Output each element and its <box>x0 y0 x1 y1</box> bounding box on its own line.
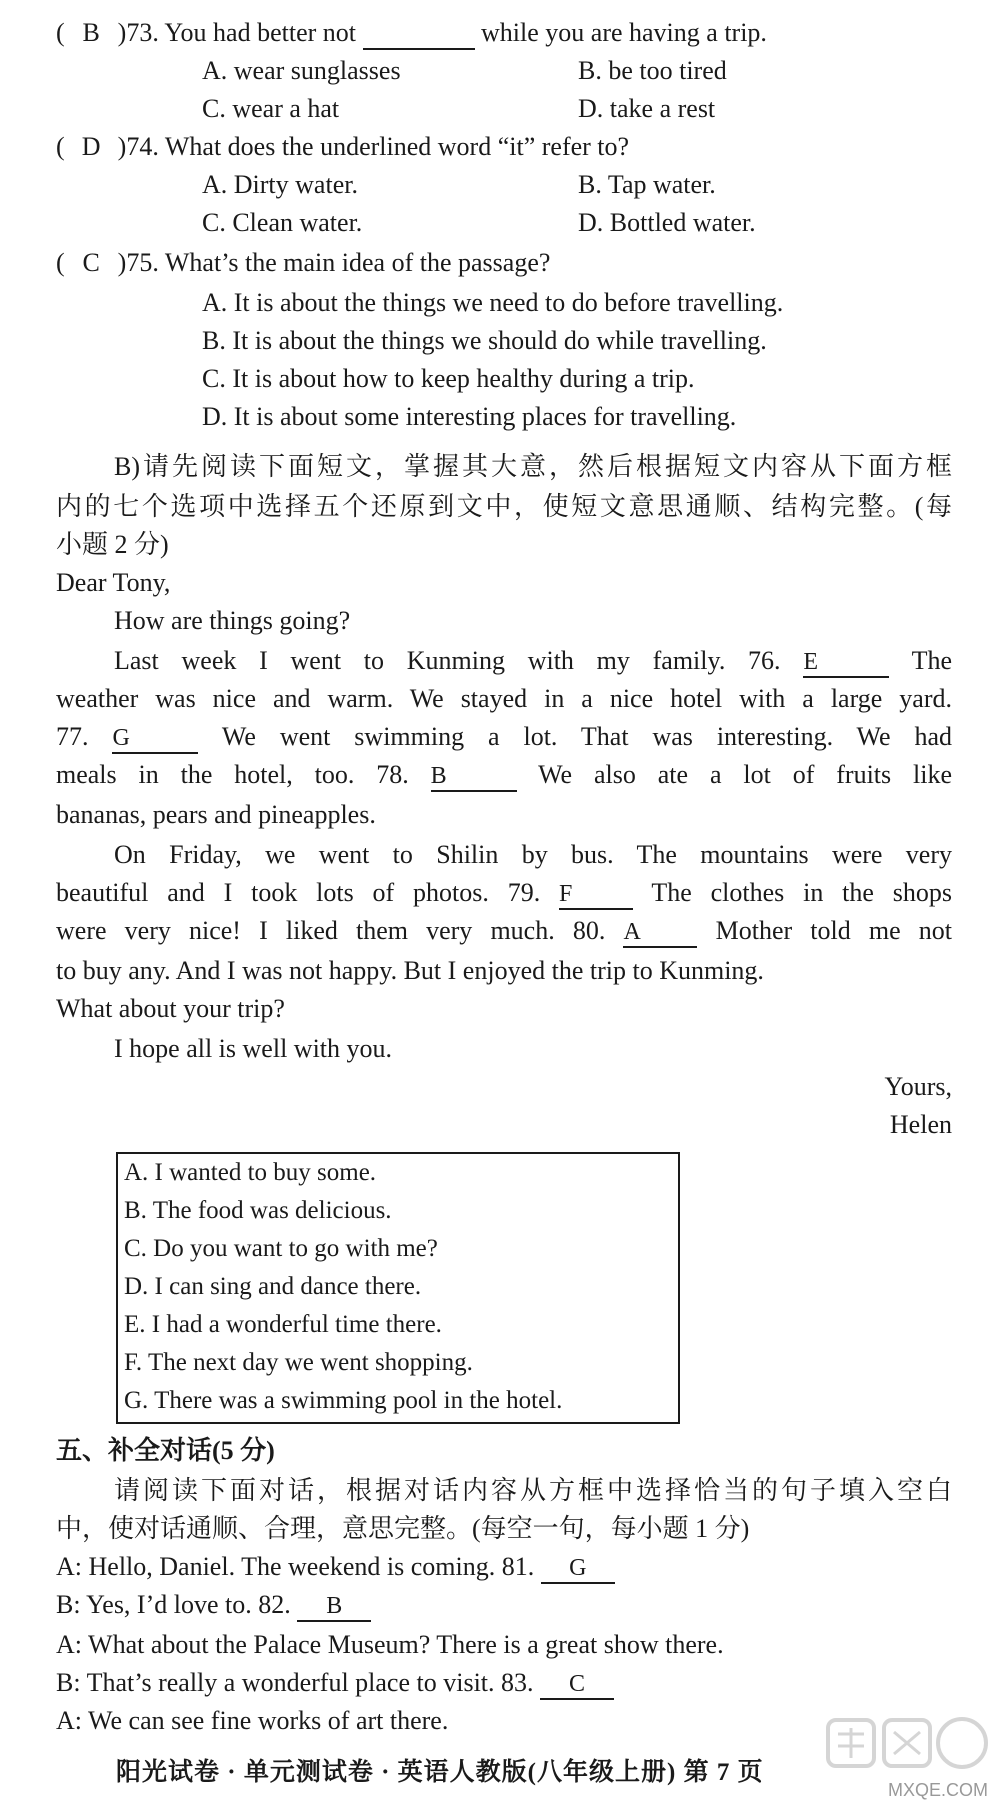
option-74-d: D. Bottled water. <box>578 208 756 237</box>
text-segment: 77. <box>56 722 89 751</box>
option-75-c: C. It is about how to keep healthy during a trip. <box>202 364 695 393</box>
option-75-b: B. It is about the things we should do while travelling. <box>202 326 767 355</box>
section-5-instruction-1: 请阅读下面对话，根据对话内容从方框中选择恰当的句子填入空白 <box>114 1476 952 1505</box>
answer-75: C <box>82 248 100 277</box>
letter-line: I hope all is well with you. <box>114 1034 393 1063</box>
section-5-instruction-2: 中，使对话通顺、合理，意思完整。(每空一句，每小题 1 分) <box>56 1514 750 1543</box>
box-option-b: B. The food was delicious. <box>124 1197 392 1224</box>
text-segment: A: Hello, Daniel. The weekend is coming. 81. <box>56 1552 535 1581</box>
box-option-g: G. There was a swimming pool in the hotel. <box>124 1387 563 1414</box>
blank-82: B <box>297 1592 371 1622</box>
paren-right: ) <box>117 18 127 47</box>
section-b-instruction-3: 小题 2 分) <box>56 530 169 559</box>
option-74-b: B. Tap water. <box>578 170 716 199</box>
box-option-e: E. I had a wonderful time there. <box>124 1311 442 1338</box>
box-option-c: C. Do you want to go with me? <box>124 1235 438 1262</box>
paren-left: ( <box>56 18 65 47</box>
question-73 <box>56 14 767 52</box>
blank-80: A <box>623 918 697 948</box>
blank-76: E <box>803 648 889 678</box>
letter-line: What about your trip? <box>56 994 285 1023</box>
text-segment: We also ate a lot of fruits like <box>538 760 953 789</box>
option-73-d: D. take a rest <box>578 94 716 123</box>
blank-81: G <box>541 1554 615 1584</box>
option-75-d: D. It is about some interesting places for travelling. <box>202 402 737 431</box>
paren-right: ) <box>117 248 127 277</box>
letter-line-79 <box>56 874 952 912</box>
letter-closing: Yours, <box>884 1072 952 1101</box>
text-segment: The <box>911 646 953 675</box>
page-footer: 阳光试卷 · 单元测试卷 · 英语人教版(八年级上册) 第 7 页 <box>116 1759 764 1786</box>
stem-73-pre: 73. You had better not <box>126 18 357 47</box>
letter-greeting: Dear Tony, <box>56 568 171 597</box>
letter-line: to buy any. And I was not happy. But I enjoyed the trip to Kunming. <box>56 956 764 985</box>
letter-line: bananas, pears and pineapples. <box>56 800 376 829</box>
text-segment: We went swimming a lot. That was interesting. We had <box>221 722 953 751</box>
stem-74: 74. What does the underlined word “it” refer to? <box>126 132 630 161</box>
dialogue-line-81 <box>56 1548 615 1586</box>
blank-79: F <box>559 880 633 910</box>
letter-line: On Friday, we went to Shilin by bus. The mountains were very <box>114 840 952 869</box>
letter-line-76 <box>114 642 952 680</box>
dialogue-line-82 <box>56 1586 371 1624</box>
option-74-a: A. Dirty water. <box>202 170 358 199</box>
blank-73 <box>363 20 475 50</box>
option-73-b: B. be too tired <box>578 56 727 85</box>
box-option-d: D. I can sing and dance there. <box>124 1273 422 1300</box>
option-75-a: A. It is about the things we need to do before travelling. <box>202 288 784 317</box>
blank-83: C <box>540 1670 614 1700</box>
options-box <box>116 1152 680 1424</box>
paren-right: ) <box>117 132 127 161</box>
option-74-c: C. Clean water. <box>202 208 363 237</box>
letter-line: How are things going? <box>114 606 351 635</box>
box-option-a: A. I wanted to buy some. <box>124 1159 377 1186</box>
stem-75: 75. What’s the main idea of the passage? <box>126 248 551 277</box>
paren-left: ( <box>56 132 65 161</box>
section-5-heading: 五、补全对话(5 分) <box>56 1436 275 1465</box>
text-segment: meals in the hotel, too. 78. <box>56 760 409 789</box>
stem-73-post: while you are having a trip. <box>481 18 767 47</box>
letter-line-80 <box>56 912 952 950</box>
text-segment: Mother told me not <box>715 916 952 945</box>
letter-line-78 <box>56 756 952 794</box>
blank-77: G <box>112 724 198 754</box>
text-segment: beautiful and I took lots of photos. 79. <box>56 878 541 907</box>
dialogue-line-83 <box>56 1664 614 1702</box>
letter-line: weather was nice and warm. We stayed in a nice hotel with a large yard. <box>56 684 952 713</box>
text-segment: B: That’s really a wonderful place to visit. 83. <box>56 1668 534 1697</box>
letter-signature: Helen <box>889 1110 952 1139</box>
blank-78: B <box>431 762 517 792</box>
watermark-text: MXQE.COM <box>887 1780 988 1800</box>
answer-73: B <box>82 18 100 47</box>
text-segment: were very nice! I liked them very much. 80. <box>56 916 606 945</box>
letter-line-77 <box>56 718 952 756</box>
text-segment: B: Yes, I’d love to. 82. <box>56 1590 291 1619</box>
dialogue-line: A: We can see fine works of art there. <box>56 1706 449 1735</box>
option-73-c: C. wear a hat <box>202 94 340 123</box>
dialogue-line: A: What about the Palace Museum? There is a great show there. <box>56 1630 724 1659</box>
section-b-instruction-2: 内的七个选项中选择五个还原到文中，使短文意思通顺、结构完整。(每 <box>56 492 952 521</box>
text-segment: The clothes in the shops <box>651 878 952 907</box>
box-option-f: F. The next day we went shopping. <box>124 1349 473 1376</box>
text-segment: Last week I went to Kunming with my family. 76. <box>114 646 781 675</box>
question-75 <box>56 244 550 282</box>
answer-74: D <box>81 132 101 161</box>
paren-left: ( <box>56 248 65 277</box>
question-74 <box>56 128 629 166</box>
section-b-instruction-1: B)请先阅读下面短文，掌握其大意，然后根据短文内容从下面方框 <box>114 452 952 481</box>
option-73-a: A. wear sunglasses <box>202 56 401 85</box>
